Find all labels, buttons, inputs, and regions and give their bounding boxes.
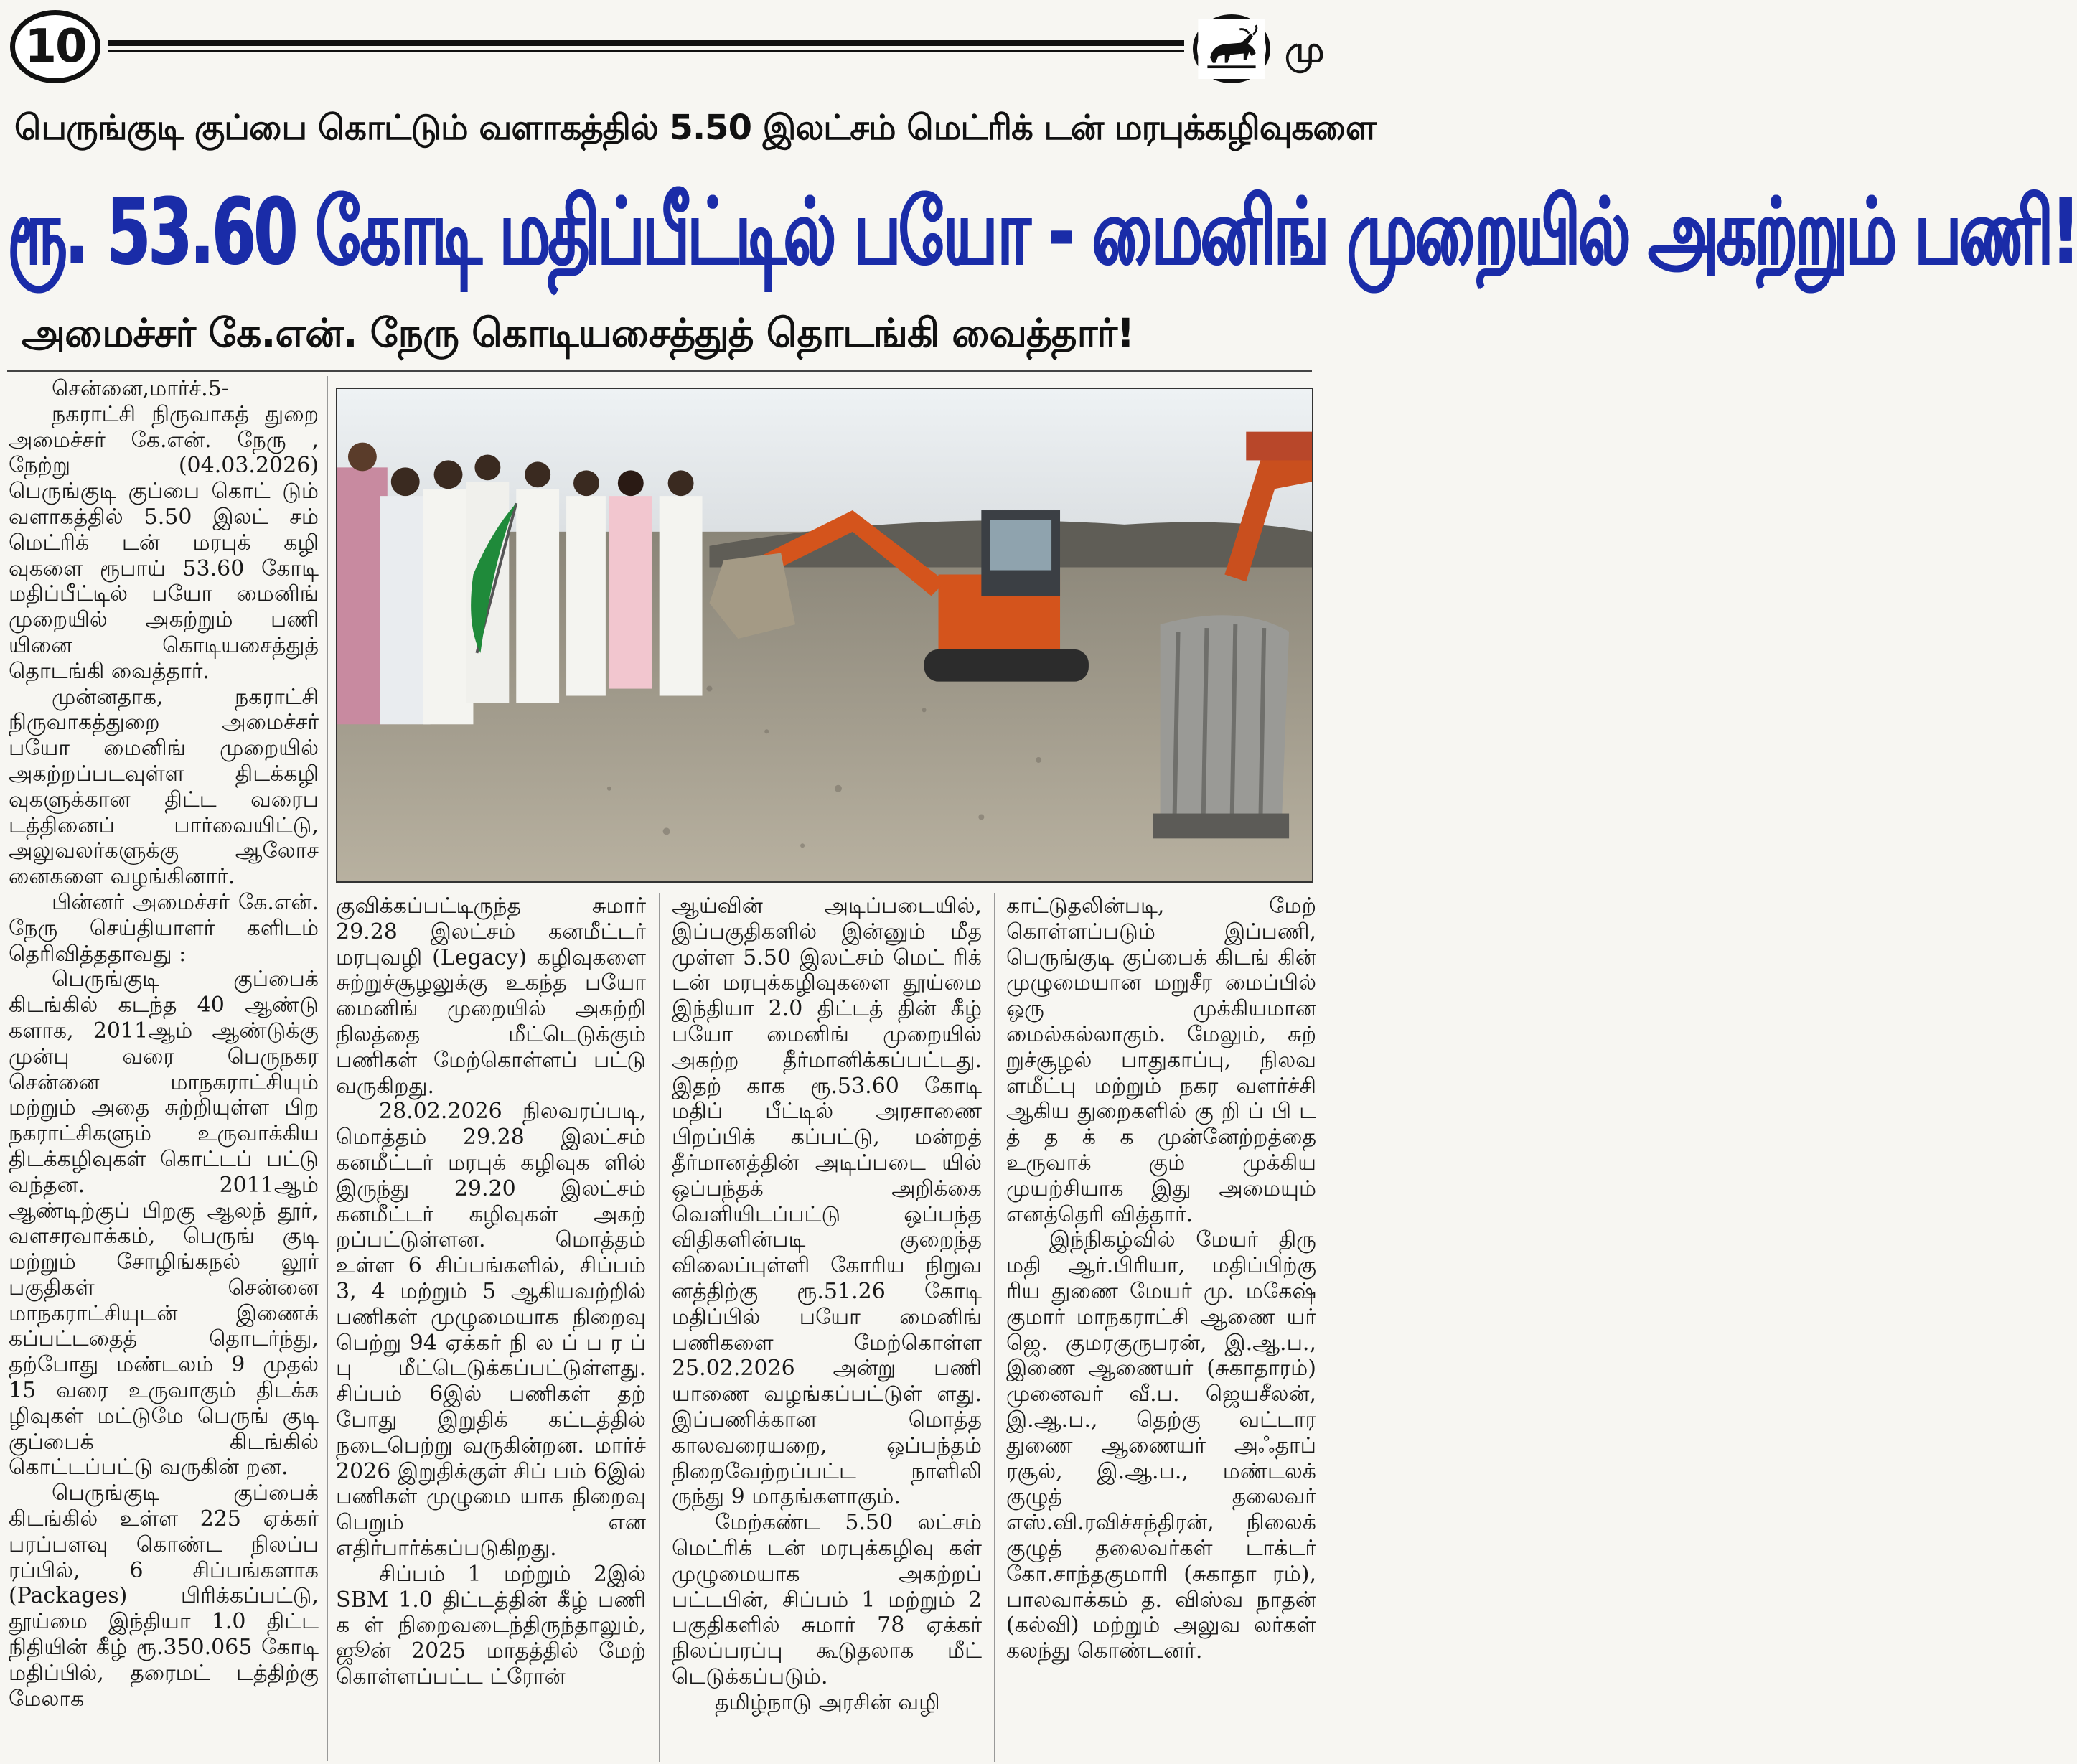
- sub-headline: அமைச்சர் கே.என். நேரு கொடியசைத்துத் தொடங்கி வைத்தார்!: [22, 310, 1135, 356]
- masthead-name: மு: [1285, 29, 1325, 70]
- header-rule-thin: [108, 50, 1184, 52]
- article-column-2: [336, 893, 646, 1762]
- column-divider: [994, 893, 995, 1762]
- article-column-3: [672, 893, 982, 1762]
- main-headline: ரூ. 53.60 கோடி மதிப்பீட்டில் பயோ - மைனிங் முறையில் அகற்றும் பணி!: [7, 178, 2077, 286]
- article-paragraph: 28.02.2026 நிலவரப்படி, மொத்தம் 29.28 இலட்சம் கனமீட்டர் மரபுக் கழிவுக ளில் இருந்து 29.20 இலட்சம் கனமீட்டர் கழிவுகள் அகற் றப்பட்டுள்ளன. மொத்தம் உள்ள 6 சிப்பங்களில், சிப்பம் 3, 4 மற்றும் 5 ஆகியவற்றில் பணிகள் முழுமையாக நிறைவு பெற்று 94 ஏக்கர் நி ல ப் ப ர ப் பு மீட்டெடுக்கப்பட்டுள்ளது. சிப்பம் 6இல் பணிகள் தற் போது இறுதிக் கட்டத்தில் நடைபெற்று வருகின்றன. மார்ச் 2026 இறுதிக்குள் சிப் பம் 6இல் பணிகள் முழுமை யாக நிறைவு பெறும் என எதிர்பார்க்கப்படுகிறது.: [336, 1099, 646, 1561]
- news-photo: [336, 388, 1313, 883]
- dateline: சென்னை,மார்ச்.5-: [52, 376, 229, 401]
- article-paragraph: மேற்கண்ட 5.50 லட்சம் மெட்ரிக் டன் மரபுக்கழிவு கள் முழுமையாக அகற்றப் பட்டபின், சிப்பம் 1 மற்றும் 2 பகுதிகளில் சுமார் 78 ஏக்கர் நிலப்பரப்பு கூடுதலாக மீட் டெடுக்கப்படும்.: [672, 1510, 982, 1689]
- article-paragraph: குவிக்கப்பட்டிருந்த சுமார் 29.28 இலட்சம் கனமீட்டர் மரபுவழி (Legacy) கழிவுகளை சுற்றுச்சூழலுக்கு உகந்த பயோ மைனிங் முறையில் அகற்றி நிலத்தை மீட்டெடுக்கும் பணிகள் மேற்கொள்ளப் பட்டு வருகிறது.: [336, 893, 646, 1099]
- article-paragraph: இந்நிகழ்வில் மேயர் திரு மதி ஆர்.பிரியா, மதிப்பிற்கு ரிய துணை மேயர் மு. மகேஷ் குமார் மாநகராட்சி ஆணை யர் ஜெ. குமரகுருபரன், இ.ஆ.ப., இணை ஆணையர் (சுகாதாரம்) முனைவர் வீ.ப. ஜெயசீலன், இ.ஆ.ப., தெற்கு வட்டார துணை ஆணையர் அஃதாப் ரசூல், இ.ஆ.ப., மண்டலக் குழுத் தலைவர் எஸ்.வி.ரவிச்சந்திரன், நிலைக் குழுத் தலைவர்கள் டாக்டர் கோ.சாந்தகுமாரி (சுகாதா ரம்), பாலவாக்கம் த. விஸ்வ நாதன் (கல்வி) மற்றும் அலுவ லர்கள் கலந்து கொண்டனர்.: [1006, 1227, 1316, 1664]
- page-number: 10: [10, 10, 100, 83]
- column-divider: [327, 376, 328, 1761]
- article-paragraph: காட்டுதலின்படி, மேற் கொள்ளப்படும் இப்பணி, பெருங்குடி குப்பைக் கிடங் கின் முழுமையான மறுசீர மைப்பில் ஒரு முக்கியமான மைல்கல்லாகும். மேலும், சுற் றுச்சூழல் பாதுகாப்பு, நிலவ ளமீட்பு மற்றும் நகர வளர்ச்சி ஆகிய துறைகளில் கு றி ப் பி ட த் த க் க முன்னேற்றத்தை உருவாக் கும் முக்கிய முயற்சியாக இது அமையும் எனத்தெரி வித்தார்.: [1006, 893, 1316, 1227]
- bull-emblem-graphic: [1197, 19, 1266, 79]
- article-paragraph: ஆய்வின் அடிப்படையில், இப்பகுதிகளில் இன்னும் மீத முள்ள 5.50 இலட்சம் மெட் ரிக் டன் மரபுக்கழிவுகளை தூய்மை இந்தியா 2.0 திட்டத் தின் கீழ் பயோ மைனிங் முறையில் அகற்ற தீர்மானிக்கப்பட்டது. இதற் காக ரூ.53.60 கோடி மதிப் பீட்டில் அரசாணை பிறப்பிக் கப்பட்டு, மன்றத் தீர்மானத்தின் அடிப்படை யில் ஒப்பந்தக் அறிக்கை வெளியிடப்பட்டு ஒப்பந்த விதிகளின்படி குறைந்த விலைப்புள்ளி கோரிய நிறுவ னத்திற்கு ரூ.51.26 கோடி மதிப்பில் பயோ மைனிங் பணிகளை மேற்கொள்ள 25.02.2026 அன்று பணி யாணை வழங்கப்பட்டுள் ளது. இப்பணிக்கான மொத்த காலவரையறை, ஒப்பந்தம் நிறைவேற்றப்பட்ட நாளிலி ருந்து 9 மாதங்களாகும்.: [672, 893, 982, 1510]
- article-paragraph: சிப்பம் 1 மற்றும் 2இல் SBM 1.0 திட்டத்தின் கீழ் பணி க ள் நிறைவடைந்திருந்தாலும், ஜூன் 2025 மாதத்தில் மேற் கொள்ளப்பட்ட ட்ரோன்: [336, 1561, 646, 1689]
- article-column-4: [1006, 893, 1316, 1762]
- header-rule: [108, 40, 1184, 46]
- bull-emblem-icon: [1193, 14, 1270, 83]
- column-divider: [659, 893, 660, 1762]
- article-column-1: [9, 376, 319, 1761]
- article-paragraph: முன்னதாக, நகராட்சி நிருவாகத்துறை அமைச்சர் பயோ மைனிங் முறையில் அகற்றப்படவுள்ள திடக்கழி வுகளுக்கான திட்ட வரைப டத்தினைப் பார்வையிட்டு, அலுவலர்களுக்கு ஆலோச னைகளை வழங்கினார்.: [9, 684, 319, 890]
- kicker-headline: பெருங்குடி குப்பை கொட்டும் வளாகத்தில் 5.50 இலட்சம் மெட்ரிக் டன் மரபுக்கழிவுகளை: [14, 108, 1377, 148]
- article-paragraph: நகராட்சி நிருவாகத் துறை அமைச்சர் கே.என். நேரு , நேற்று (04.03.2026) பெருங்குடி குப்பை கொட் டும் வளாகத்தில் 5.50 இலட் சம் மெட்ரிக் டன் மரபுக் கழி வுகளை ரூபாய் 53.60 கோடி மதிப்பீட்டில் பயோ மைனிங் முறையில் அகற்றும் பணி யினை கொடியசைத்துத் தொடங்கி வைத்தார்.: [9, 401, 319, 684]
- article-paragraph: பெருங்குடி குப்பைக் கிடங்கில் உள்ள 225 ஏக்கர் பரப்பளவு கொண்ட நிலப்ப ரப்பில், 6 சிப்பங்களாக (Packages) பிரிக்கப்பட்டு, தூய்மை இந்தியா 1.0 திட்ட நிதியின் கீழ் ரூ.350.065 கோடி மதிப்பில், தரைமட் டத்திற்கு மேலாக: [9, 1481, 319, 1712]
- article-paragraph: தமிழ்நாடு அரசின் வழி: [715, 1689, 940, 1715]
- headline-rule: [7, 370, 1312, 372]
- photo-graphic: [337, 389, 1312, 881]
- article-paragraph: பின்னர் அமைச்சர் கே.என். நேரு செய்தியாளர் களிடம் தெரிவித்ததாவது :: [9, 889, 319, 967]
- article-paragraph: பெருங்குடி குப்பைக் கிடங்கில் கடந்த 40 ஆண்டு களாக, 2011ஆம் ஆண்டுக்கு முன்பு வரை பெருநகர சென்னை மாநகராட்சியும் மற்றும் அதை சுற்றியுள்ள பிற நகராட்சிகளும் உருவாக்கிய திடக்கழிவுகள் கொட்டப் பட்டு வந்தன. 2011ஆம் ஆண்டிற்குப் பிறகு ஆலந் தூர், வளசரவாக்கம், பெருங் குடி மற்றும் சோழிங்கநல் லூர் பகுதிகள் சென்னை மாநகராட்சியுடன் இணைக் கப்பட்டதைத் தொடர்ந்து, தற்போது மண்டலம் 9 முதல் 15 வரை உருவாகும் திடக்க ழிவுகள் மட்டுமே பெருங் குடி குப்பைக் கிடங்கில் கொட்டப்பட்டு வருகின் றன.: [9, 967, 319, 1481]
